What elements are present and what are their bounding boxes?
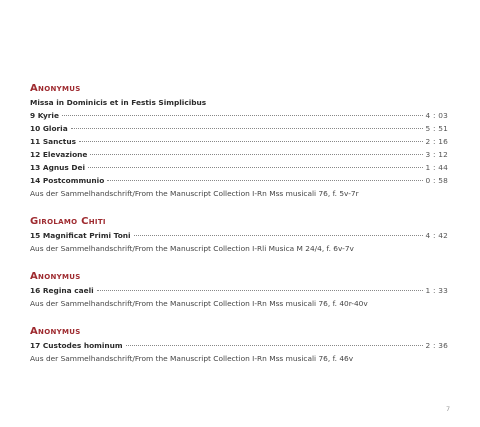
track-listing xyxy=(30,82,448,380)
source-citation: Aus der Sammelhandschrift/From the Manuscript Collection I-Rn Mss musicali 76, f. 5v-7r xyxy=(30,189,359,198)
track-duration: 2 : 36 xyxy=(425,341,448,350)
dot-leader xyxy=(90,154,422,155)
track-row xyxy=(30,339,448,352)
track-duration: 1 : 33 xyxy=(425,286,448,295)
work-title: Missa in Dominicis et in Festis Simplicibus xyxy=(30,98,207,107)
section-anonymus-missa xyxy=(30,82,448,200)
track-duration: 1 : 44 xyxy=(425,163,448,172)
source-citation: Aus der Sammelhandschrift/From the Manuscript Collection I-Rn Mss musicali 76, f. 40r-40v xyxy=(30,299,368,308)
track-title: 15 Magnificat Primi Toni xyxy=(30,231,131,240)
composer-name: Anonymus xyxy=(30,271,81,282)
track-list xyxy=(30,339,448,352)
dot-leader xyxy=(134,235,423,236)
track-list xyxy=(30,109,448,187)
track-list xyxy=(30,284,448,297)
composer-name: Anonymus xyxy=(30,326,81,337)
composer-name: Anonymus xyxy=(30,83,81,94)
track-duration: 3 : 12 xyxy=(425,150,448,159)
track-list xyxy=(30,229,448,242)
track-row xyxy=(30,109,448,122)
page-number: 7 xyxy=(446,405,451,413)
track-title: 14 Postcommunio xyxy=(30,176,105,185)
track-row xyxy=(30,284,448,297)
track-title: 16 Regina caeli xyxy=(30,286,94,295)
dot-leader xyxy=(126,345,423,346)
track-duration: 2 : 16 xyxy=(425,137,448,146)
track-title: 12 Elevazione xyxy=(30,150,88,159)
dot-leader xyxy=(97,290,423,291)
source-citation: Aus der Sammelhandschrift/From the Manuscript Collection I-Rn Mss musicali 76, f. 46v xyxy=(30,354,354,363)
track-title: 11 Sanctus xyxy=(30,137,77,146)
track-row xyxy=(30,174,448,187)
track-title: 13 Agnus Dei xyxy=(30,163,86,172)
dot-leader xyxy=(88,167,422,168)
track-duration: 0 : 58 xyxy=(425,176,448,185)
track-title: 10 Gloria xyxy=(30,124,68,133)
dot-leader xyxy=(107,180,422,181)
dot-leader xyxy=(79,141,422,142)
section-anonymus-custodes xyxy=(30,325,448,365)
track-row xyxy=(30,135,448,148)
section-chiti xyxy=(30,215,448,255)
track-duration: 4 : 42 xyxy=(425,231,448,240)
composer-name: Girolamo Chiti xyxy=(30,216,106,227)
track-title: 17 Custodes hominum xyxy=(30,341,123,350)
dot-leader xyxy=(71,128,423,129)
track-row xyxy=(30,161,448,174)
track-duration: 5 : 51 xyxy=(425,124,448,133)
track-row xyxy=(30,229,448,242)
dot-leader xyxy=(62,115,423,116)
section-anonymus-regina xyxy=(30,270,448,310)
track-title: 9 Kyrie xyxy=(30,111,59,120)
source-citation: Aus der Sammelhandschrift/From the Manuscript Collection I-Rli Musica M 24/4, f. 6v-7v xyxy=(30,244,354,253)
track-row xyxy=(30,122,448,135)
track-row xyxy=(30,148,448,161)
track-duration: 4 : 03 xyxy=(425,111,448,120)
